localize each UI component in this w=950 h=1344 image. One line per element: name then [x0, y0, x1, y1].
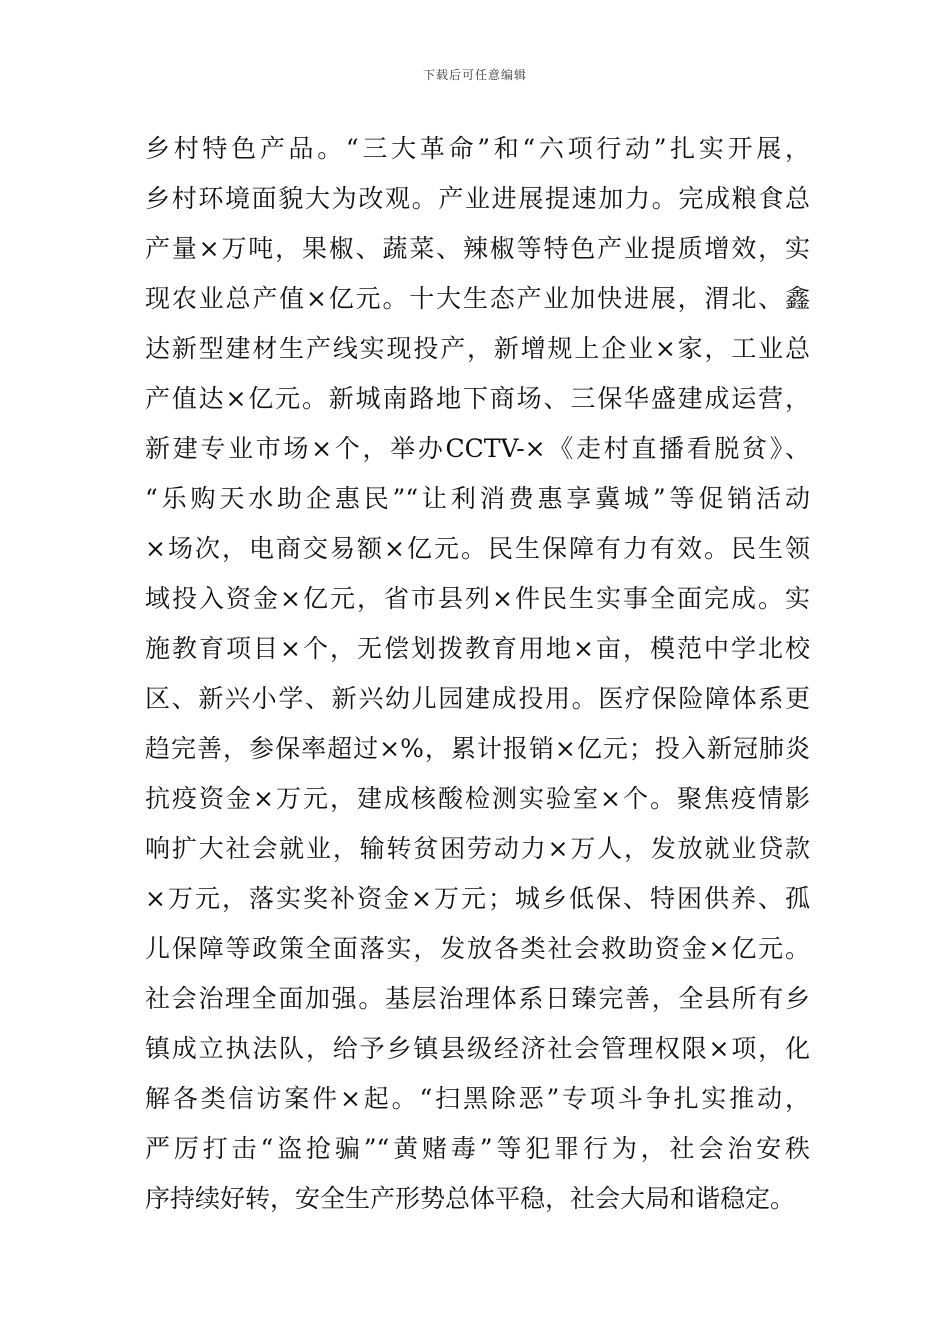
text-line: 抗疫资金×万元，建成核酸检测实验室×个。聚焦疫情影: [145, 784, 810, 813]
text-line: “乐购天水助企惠民”“让利消费惠享冀城”等促销活动: [145, 484, 810, 513]
text-line: 趋完善，参保率超过×%，累计报销×亿元；投入新冠肺炎: [145, 734, 810, 763]
text-line: 产值达×亿元。新城南路地下商场、三保华盛建成运营，: [145, 384, 810, 413]
text-line: 新建专业市场×个，举办CCTV-×《走村直播看脱贫》、: [145, 434, 810, 463]
text-line: 解各类信访案件×起。“扫黑除恶”专项斗争扎实推动，: [145, 1084, 810, 1113]
text-line: 响扩大社会就业，输转贫困劳动力×万人，发放就业贷款: [145, 834, 810, 863]
text-line: 乡村环境面貌大为改观。产业进展提速加力。完成粮食总: [145, 184, 810, 213]
text-line: 达新型建材生产线实现投产，新增规上企业×家，工业总: [145, 334, 810, 363]
text-line: 域投入资金×亿元，省市县列×件民生实事全面完成。实: [145, 584, 810, 613]
text-line: 社会治理全面加强。基层治理体系日臻完善，全县所有乡: [145, 984, 810, 1013]
text-line: 序持续好转，安全生产形势总体平稳，社会大局和谐稳定。: [145, 1184, 796, 1213]
text-line: 儿保障等政策全面落实，发放各类社会救助资金×亿元。: [145, 934, 810, 963]
text-line: 镇成立执法队，给予乡镇县级经济社会管理权限×项，化: [145, 1034, 810, 1063]
text-line: 产量×万吨，果椒、蔬菜、辣椒等特色产业提质增效，实: [145, 234, 810, 263]
text-line: 乡村特色产品。“三大革命”和“六项行动”扎实开展，: [145, 134, 810, 163]
page-header-note: 下载后可任意编辑: [422, 68, 527, 82]
text-line: ×场次，电商交易额×亿元。民生保障有力有效。民生领: [145, 534, 810, 563]
text-line: 现农业总产值×亿元。十大生态产业加快进展，渭北、鑫: [145, 284, 810, 313]
text-line: 施教育项目×个，无偿划拨教育用地×亩，模范中学北校: [145, 634, 810, 663]
text-line: 区、新兴小学、新兴幼儿园建成投用。医疗保险障体系更: [145, 684, 810, 713]
text-line: ×万元，落实奖补资金×万元；城乡低保、特困供养、孤: [145, 884, 810, 913]
text-line: 严厉打击“盗抢骗”“黄赌毒”等犯罪行为，社会治安秩: [145, 1134, 810, 1163]
body-text: [145, 124, 810, 1224]
